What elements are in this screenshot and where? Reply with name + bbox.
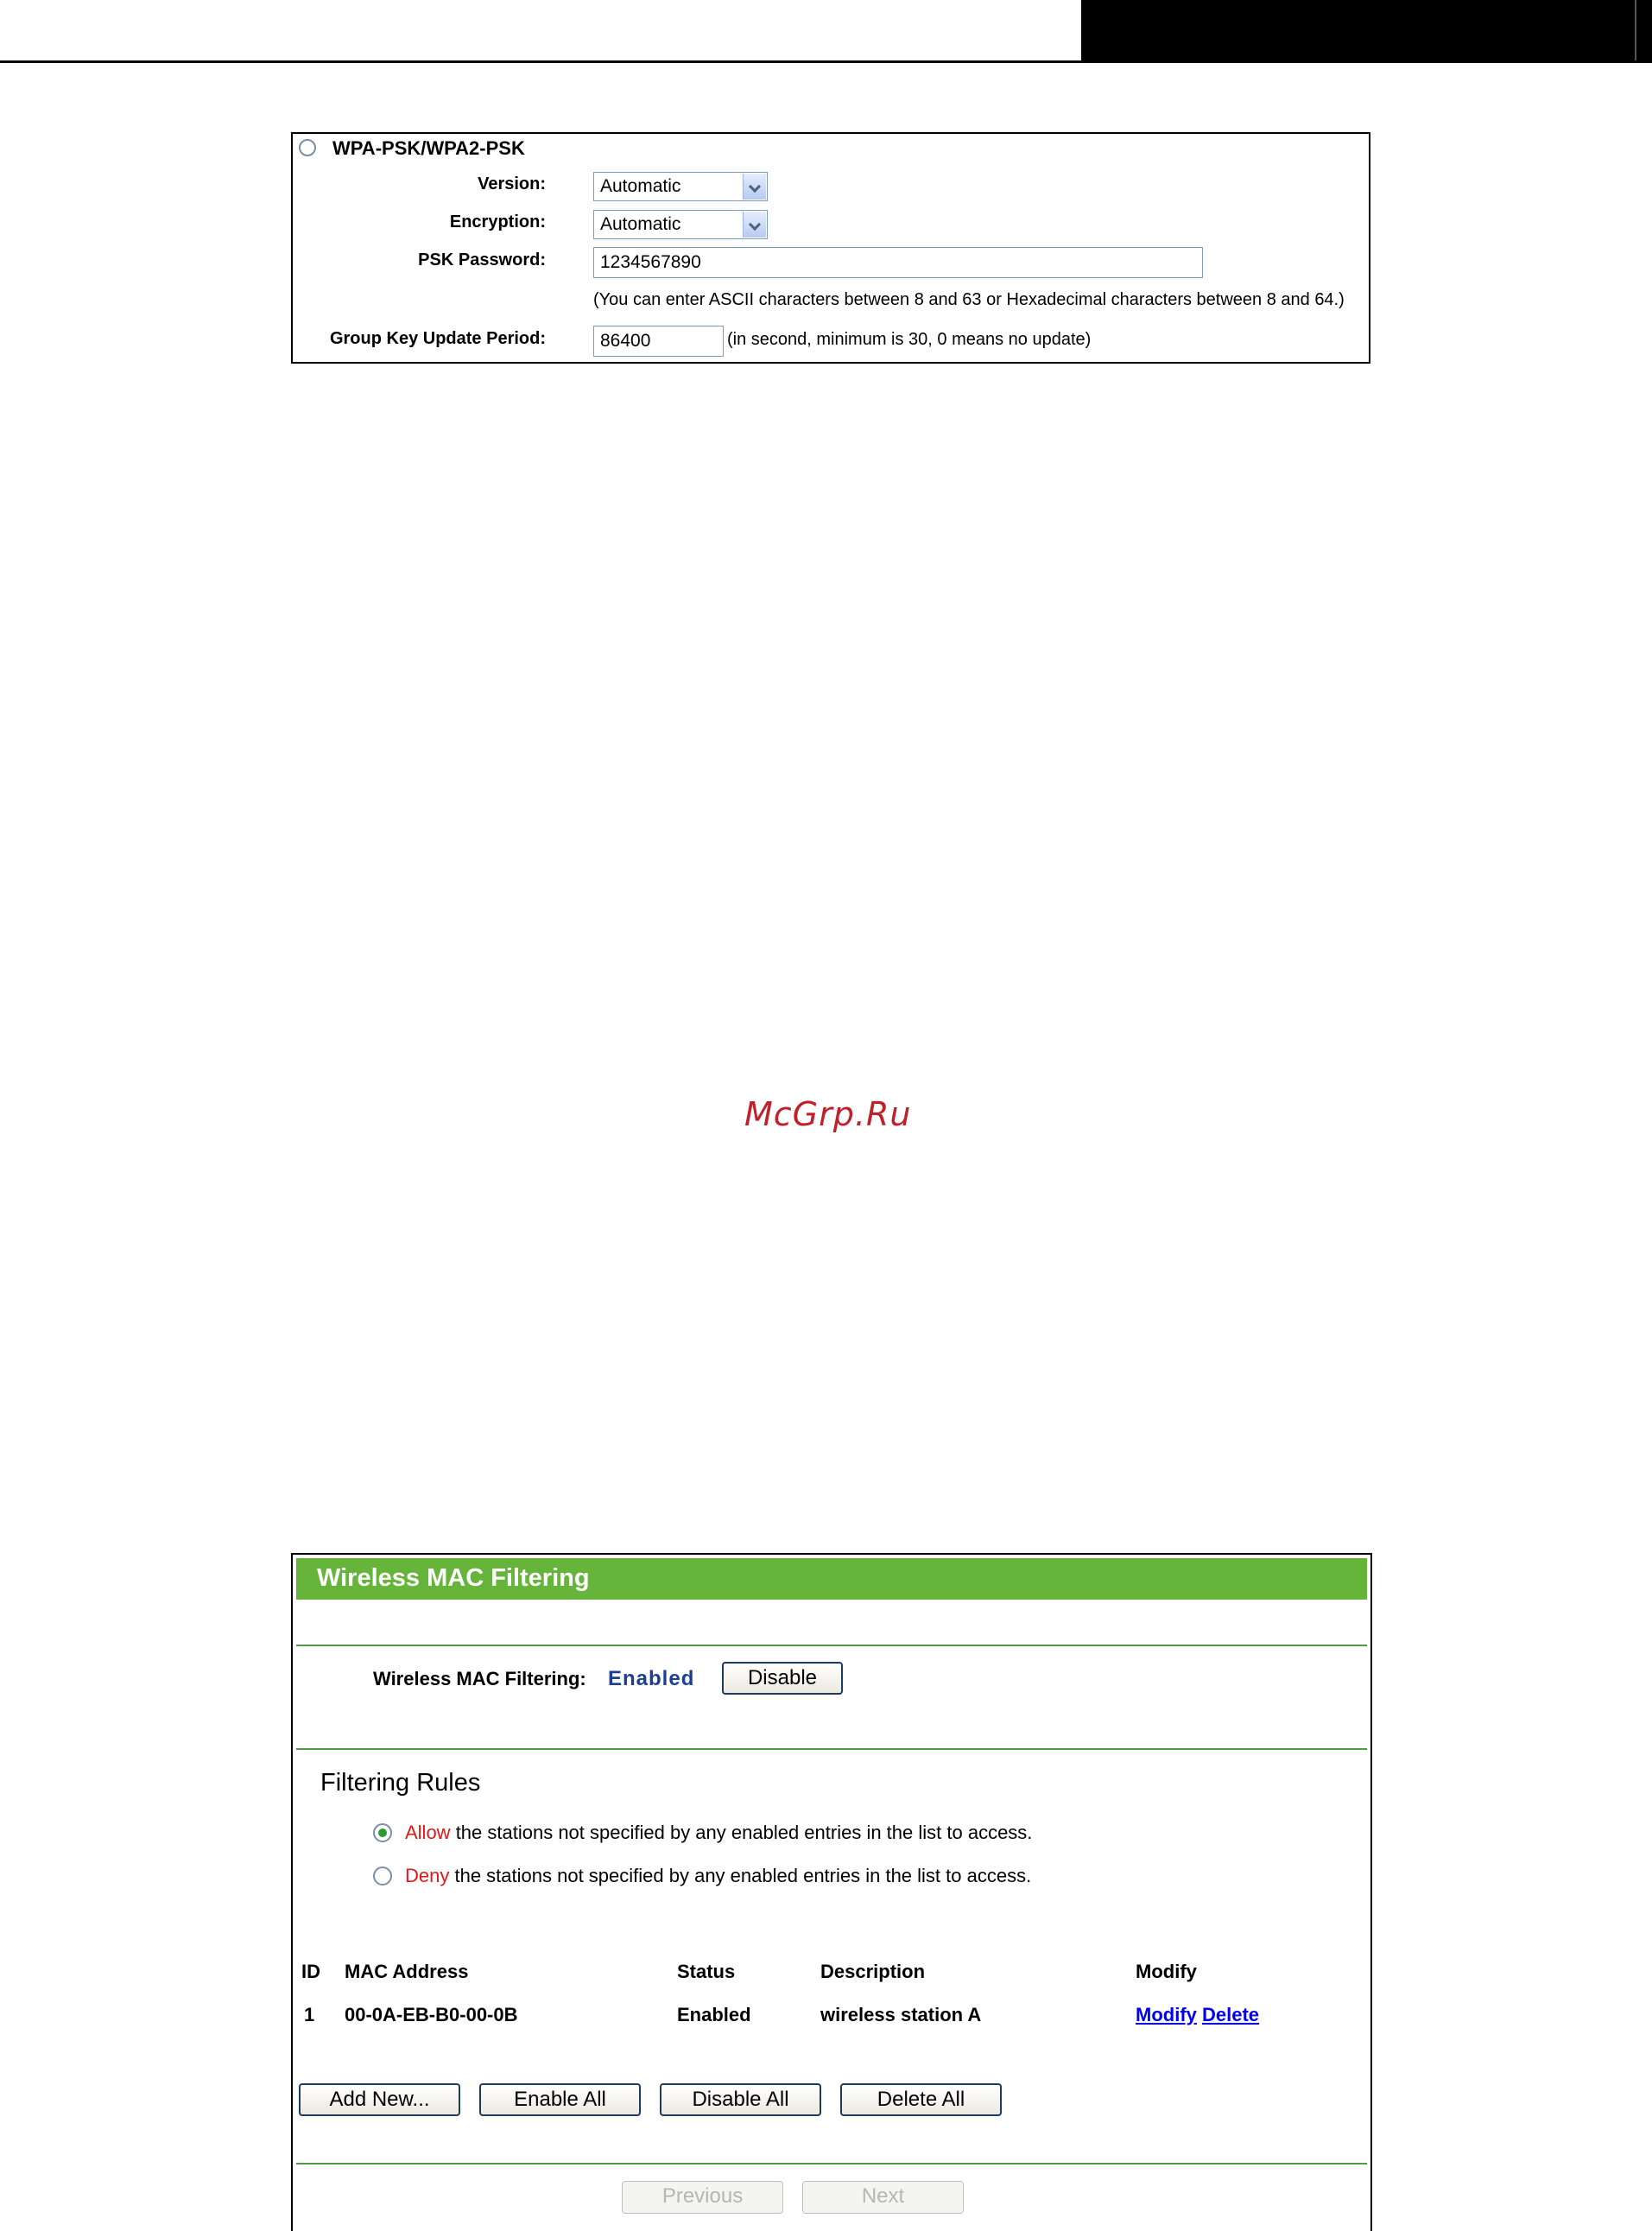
enable-all-button[interactable]: Enable All — [479, 2083, 641, 2116]
deny-keyword: Deny — [405, 1865, 450, 1886]
psk-password-label: PSK Password: — [418, 250, 546, 269]
column-header-mac: MAC Address — [345, 1961, 469, 1982]
divider — [296, 1645, 1367, 1646]
chevron-down-icon[interactable] — [743, 174, 766, 200]
deny-description: the stations not specified by any enabled entries in the list to access. — [449, 1865, 1032, 1886]
group-key-label: Group Key Update Period: — [329, 329, 546, 348]
table-row-mac: 00-0A-EB-B0-00-0B — [345, 2004, 518, 2025]
filtering-rules-title: Filtering Rules — [320, 1769, 481, 1797]
encryption-select[interactable] — [593, 210, 768, 239]
divider — [296, 2163, 1367, 2164]
header-rule — [0, 60, 1652, 63]
mac-filtering-panel — [291, 1553, 1372, 2231]
wpa-psk-radio[interactable] — [299, 139, 316, 156]
encryption-label: Encryption: — [449, 212, 546, 231]
allow-keyword: Allow — [405, 1822, 451, 1843]
column-header-id: ID — [301, 1961, 320, 1982]
column-header-description: Description — [820, 1961, 926, 1982]
version-select-value: Automatic — [600, 176, 681, 196]
previous-button[interactable]: Previous — [622, 2181, 783, 2214]
allow-radio[interactable] — [373, 1823, 392, 1842]
wpa-psk-title: WPA-PSK/WPA2-PSK — [332, 137, 525, 159]
allow-rule-text — [405, 1822, 1032, 1844]
mac-filtering-title: Wireless MAC Filtering — [317, 1564, 590, 1592]
version-label: Version: — [478, 174, 546, 193]
delete-link[interactable]: Delete — [1202, 2004, 1260, 2025]
next-button[interactable]: Next — [802, 2181, 964, 2214]
mac-filtering-status-label: Wireless MAC Filtering: — [373, 1668, 586, 1689]
deny-radio[interactable] — [373, 1867, 392, 1886]
deny-rule-text — [405, 1865, 1031, 1887]
chevron-down-icon[interactable] — [743, 212, 766, 238]
delete-all-button[interactable]: Delete All — [840, 2083, 1002, 2116]
group-key-note: (in second, minimum is 30, 0 means no update) — [727, 330, 1092, 349]
encryption-select-value: Automatic — [600, 214, 681, 234]
header-black-band — [1081, 0, 1652, 62]
add-new-button[interactable]: Add New... — [299, 2083, 460, 2116]
group-key-input[interactable]: 86400 — [593, 326, 724, 357]
disable-button[interactable]: Disable — [722, 1662, 843, 1695]
mac-filtering-status-value: Enabled — [608, 1667, 695, 1690]
table-row-id: 1 — [304, 2004, 315, 2025]
table-row-description: wireless station A — [820, 2004, 982, 2025]
watermark-text: McGrp.Ru — [744, 1095, 912, 1133]
psk-password-note: (You can enter ASCII characters between 8 and 63 or Hexadecimal characters between 8 and 64.) — [593, 290, 1345, 309]
allow-description: the stations not specified by any enabled entries in the list to access. — [450, 1822, 1033, 1843]
modify-link[interactable]: Modify — [1136, 2004, 1197, 2025]
divider — [296, 1748, 1367, 1750]
table-row-status: Enabled — [677, 2004, 751, 2025]
psk-password-input[interactable]: 1234567890 — [593, 247, 1203, 278]
wpa-psk-panel — [291, 132, 1370, 364]
disable-all-button[interactable]: Disable All — [660, 2083, 821, 2116]
mac-filtering-header — [296, 1558, 1367, 1600]
version-select[interactable] — [593, 172, 768, 201]
column-header-status: Status — [677, 1961, 736, 1982]
column-header-modify: Modify — [1136, 1961, 1197, 1982]
